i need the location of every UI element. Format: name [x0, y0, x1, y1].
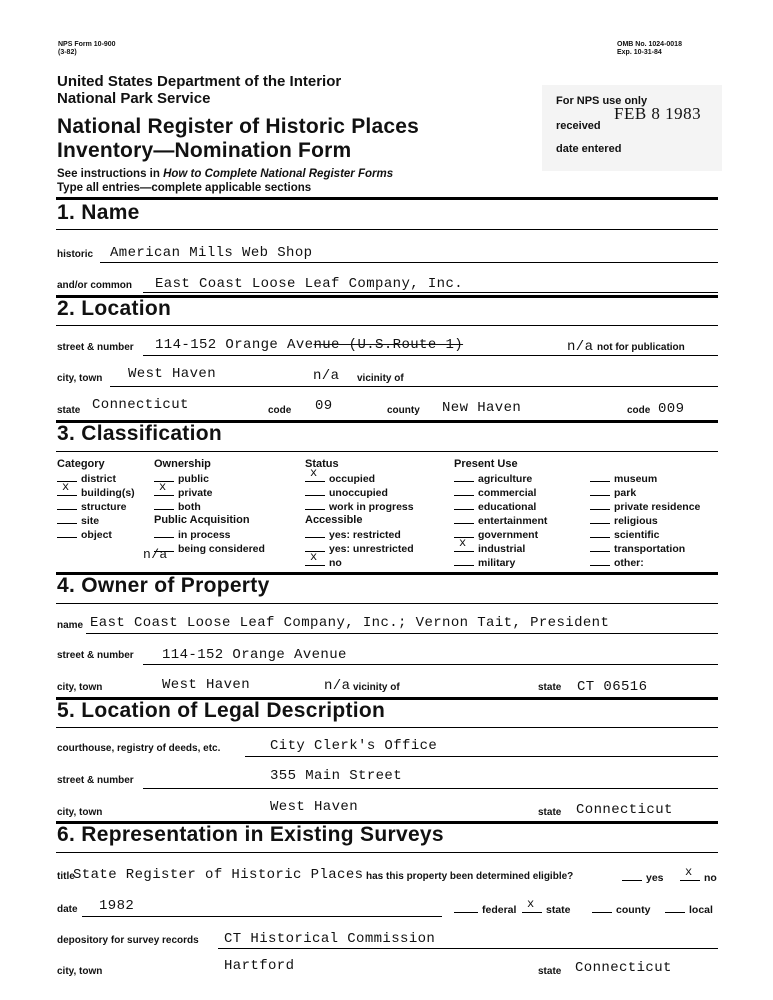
code2-value: 009: [658, 401, 685, 417]
survey-city-value: Hartford: [224, 958, 295, 974]
acquisition-value: n/a: [143, 547, 168, 562]
level-federal: federal: [454, 903, 516, 916]
owner-state-value: CT 06516: [577, 679, 648, 695]
owner-vicinity-label: vicinity of: [353, 682, 400, 693]
divider: [56, 727, 718, 728]
section-5-heading: 5. Location of Legal Description: [57, 699, 386, 722]
historic-name-value: American Mills Web Shop: [110, 245, 313, 261]
date-entered-label: date entered: [556, 143, 622, 155]
use-entertainment: entertainment: [454, 514, 547, 527]
section-6-heading: 6. Representation in Existing Surveys: [57, 823, 444, 846]
county-label: county: [387, 405, 420, 416]
use-industrial: x industrial: [454, 542, 525, 555]
field-line: [245, 756, 718, 757]
city-label: city, town: [57, 373, 103, 384]
survey-state-value: Connecticut: [575, 960, 672, 976]
accessible-no: x no: [305, 556, 342, 569]
category-heading: Category: [57, 458, 105, 470]
accessible-restricted: yes: restricted: [305, 528, 401, 541]
use-museum: museum: [590, 472, 657, 485]
form-number: NPS Form 10-900: [58, 41, 116, 48]
category-structure: structure: [57, 500, 127, 513]
vicinity-value: n/a: [313, 368, 340, 384]
legal-state-value: Connecticut: [576, 802, 673, 818]
acquisition-heading: Public Acquisition: [154, 514, 250, 526]
owner-name-value: East Coast Loose Leaf Company, Inc.; Vernon Tait, President: [90, 615, 610, 631]
field-line: [218, 948, 718, 949]
owner-vicinity-value: n/a: [324, 678, 351, 694]
code-value: 09: [315, 398, 333, 414]
use-religious: religious: [590, 514, 658, 527]
form-title-line2: Inventory—Nomination Form: [57, 139, 352, 162]
form-date: (3-82): [58, 49, 77, 56]
code-label: code: [268, 405, 292, 416]
legal-street-label: street & number: [57, 775, 134, 786]
divider: [56, 451, 718, 452]
ownership-private: x private: [154, 486, 212, 499]
npub-value: n/a: [567, 339, 594, 355]
courthouse-label: courthouse, registry of deeds, etc.: [57, 743, 221, 754]
use-park: park: [590, 486, 636, 499]
use-military: military: [454, 556, 515, 569]
survey-title-value: State Register of Historic Places: [73, 867, 364, 883]
status-work-in-progress: work in progress: [305, 500, 414, 513]
survey-state-label: state: [538, 966, 562, 977]
divider: [56, 229, 718, 230]
owner-state-label: state: [538, 682, 562, 693]
common-name-label: and/or common: [57, 280, 133, 291]
form-title-line1: National Register of Historic Places: [57, 115, 419, 138]
accessible-heading: Accessible: [305, 514, 363, 526]
use-scientific: scientific: [590, 528, 660, 541]
instructions: See instructions in How to Complete National Register Forms: [57, 168, 394, 180]
legal-city-value: West Haven: [270, 799, 359, 815]
eligible-yes: yes: [622, 871, 664, 884]
received-label: received: [556, 120, 601, 132]
status-unoccupied: unoccupied: [305, 486, 388, 499]
ownership-public: public: [154, 472, 209, 485]
common-name-value: East Coast Loose Leaf Company, Inc.: [155, 276, 464, 292]
omb-number: OMB No. 1024-0018: [617, 41, 682, 48]
owner-city-label: city, town: [57, 682, 103, 693]
code2-label: code: [627, 405, 651, 416]
use-other: other:: [590, 556, 644, 569]
category-buildings: x building(s): [57, 486, 135, 499]
acquisition-in-process: in process: [154, 528, 231, 541]
use-private-residence: private residence: [590, 500, 700, 513]
expiration: Exp. 10-31-84: [617, 49, 662, 56]
service: National Park Service: [57, 90, 211, 107]
accessible-unrestricted: yes: unrestricted: [305, 542, 414, 555]
vicinity-label: vicinity of: [357, 373, 404, 384]
npub-label: not for publication: [597, 342, 685, 353]
divider: [56, 197, 718, 200]
legal-street-value: 355 Main Street: [270, 768, 403, 784]
city-value: West Haven: [128, 366, 217, 382]
field-line: [143, 664, 718, 665]
field-line: [100, 262, 718, 263]
owner-name-label: name: [57, 620, 84, 631]
street-value: 114-152 Orange Avenue (U.S.Route 1): [155, 337, 464, 353]
state-value: Connecticut: [92, 397, 189, 413]
status-occupied: x occupied: [305, 472, 375, 485]
divider: [56, 852, 718, 853]
divider: [56, 603, 718, 604]
field-line: [82, 916, 442, 917]
use-agriculture: agriculture: [454, 472, 532, 485]
courthouse-value: City Clerk's Office: [270, 738, 438, 754]
eligible-label: has this property been determined eligible?: [366, 871, 574, 882]
owner-street-value: 114-152 Orange Avenue: [162, 647, 347, 663]
historic-label: historic: [57, 249, 94, 260]
status-heading: Status: [305, 458, 339, 470]
state-label: state: [57, 405, 81, 416]
use-government: government: [454, 528, 538, 541]
category-object: object: [57, 528, 112, 541]
category-district: district: [57, 472, 116, 485]
survey-title-label: title: [57, 871, 75, 882]
level-local: local: [665, 903, 713, 916]
section-1-heading: 1. Name: [57, 201, 140, 224]
survey-date-value: 1982: [99, 898, 135, 914]
county-value: New Haven: [442, 400, 522, 416]
field-line: [110, 386, 718, 387]
category-site: site: [57, 514, 99, 527]
legal-city-label: city, town: [57, 807, 103, 818]
survey-city-label: city, town: [57, 966, 103, 977]
level-county: county: [592, 903, 650, 916]
struck-text: nue (U.S.Route 1): [313, 337, 464, 353]
acquisition-being-considered: being considered: [154, 542, 265, 555]
section-3-heading: 3. Classification: [57, 422, 222, 445]
section-4-heading: 4. Owner of Property: [57, 574, 270, 597]
type-instructions: Type all entries—complete applicable sections: [57, 182, 312, 194]
divider: [56, 325, 718, 326]
owner-city-value: West Haven: [162, 677, 251, 693]
legal-state-label: state: [538, 807, 562, 818]
level-state: x state: [522, 903, 571, 916]
use-educational: educational: [454, 500, 536, 513]
field-line: [86, 633, 718, 634]
nps-use-label: For NPS use only: [556, 95, 648, 107]
instructions-reference: How to Complete National Register Forms: [163, 168, 394, 180]
field-line: [143, 788, 718, 789]
depository-value: CT Historical Commission: [224, 931, 436, 947]
depository-label: depository for survey records: [57, 935, 199, 946]
eligible-no: x no: [680, 871, 717, 884]
field-line: [143, 355, 718, 356]
ownership-heading: Ownership: [154, 458, 211, 470]
field-line: [143, 292, 718, 293]
received-stamp: FEB 8 1983: [614, 104, 702, 123]
section-2-heading: 2. Location: [57, 297, 172, 320]
owner-street-label: street & number: [57, 650, 134, 661]
ownership-both: both: [154, 500, 201, 513]
use-transportation: transportation: [590, 542, 685, 555]
present-use-heading: Present Use: [454, 458, 518, 470]
use-commercial: commercial: [454, 486, 536, 499]
street-label: street & number: [57, 342, 134, 353]
department: United States Department of the Interior: [57, 73, 342, 90]
survey-date-label: date: [57, 904, 78, 915]
